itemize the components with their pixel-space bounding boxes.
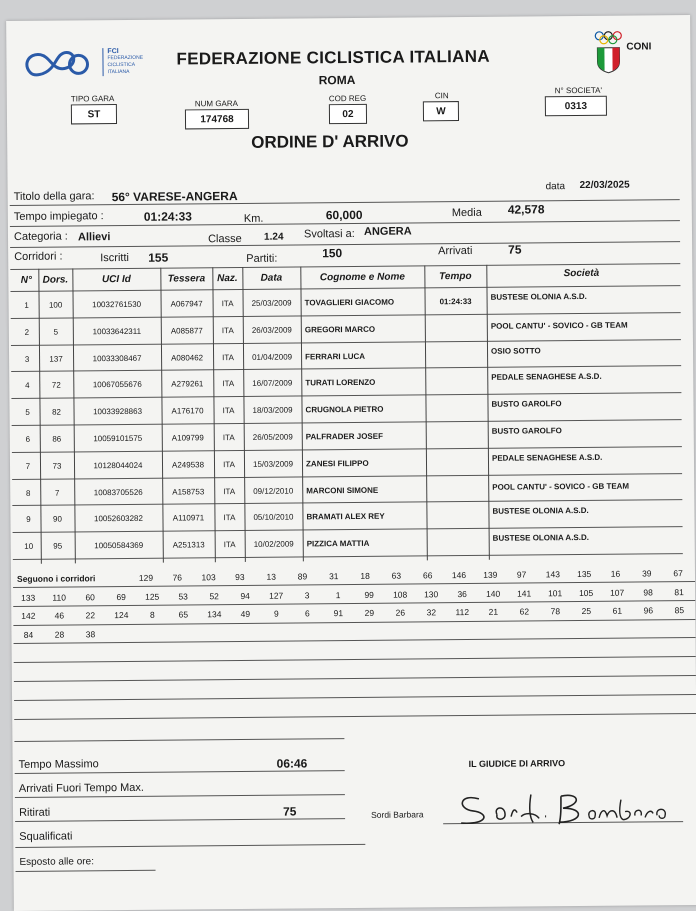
- row-divider: [12, 419, 682, 426]
- cell-tempo: [426, 484, 488, 485]
- seguono-number: 69: [116, 591, 126, 603]
- fci-line: CICLISTICA: [107, 61, 136, 69]
- fci-short: FCI: [107, 48, 119, 56]
- categoria-value: Allievi: [77, 231, 111, 244]
- data-value: 22/03/2025: [579, 179, 630, 192]
- cell-societa: BUSTESE OLONIA A.S.D.: [490, 291, 587, 302]
- cell-data: 15/03/2009: [252, 459, 294, 469]
- seguono-number: 130: [424, 589, 439, 600]
- seguono-number: 124: [114, 609, 129, 621]
- row-divider: [12, 500, 682, 507]
- seguono-number: 66: [422, 570, 433, 581]
- cell-societa: BUSTO GAROLFO: [491, 426, 562, 436]
- cell-tessera: A279261: [171, 379, 204, 389]
- seguono-number: 127: [269, 590, 284, 601]
- seguono-number: 3: [304, 590, 310, 601]
- seguono-number: 129: [138, 572, 154, 583]
- seguono-number: 26: [395, 607, 406, 618]
- cell-uci: 10083705526: [93, 487, 143, 497]
- partiti-label: Partiti:: [246, 252, 278, 265]
- seguono-number: 141: [517, 588, 532, 599]
- seguono-number: 110: [52, 592, 66, 603]
- seguono-number: 67: [673, 568, 683, 579]
- svoltasi-label: Svoltasi a:: [303, 227, 355, 241]
- seguono-number: 134: [207, 609, 222, 620]
- seguono-number: 140: [486, 588, 501, 599]
- federation-title: FEDERAZIONE CICLISTICA ITALIANA: [176, 46, 490, 69]
- seguono-number: 96: [643, 605, 654, 616]
- cell-pos: 5: [25, 407, 30, 418]
- cell-tempo: [425, 350, 487, 351]
- seguono-number: 61: [612, 605, 623, 616]
- cell-dors: 7: [54, 488, 60, 498]
- seguono-number: 32: [426, 607, 437, 618]
- cell-data: 25/03/2009: [251, 298, 292, 308]
- seguono-number: 60: [85, 592, 95, 603]
- cell-dors: 72: [51, 380, 61, 391]
- cell-uci: 10033308467: [92, 353, 142, 363]
- classe-label: Classe: [207, 232, 242, 246]
- cell-tessera: A110971: [172, 513, 205, 523]
- seguono-number: 125: [145, 591, 160, 602]
- seguono-number: 1: [335, 590, 341, 601]
- cell-naz: ITA: [223, 486, 236, 496]
- seguono-label: Seguono i corridori: [16, 573, 96, 584]
- seguono-number: 85: [674, 605, 685, 616]
- document-title: ORDINE D' ARRIVO: [251, 131, 409, 152]
- cell-pos: 7: [25, 461, 31, 471]
- cell-dors: 5: [53, 327, 59, 337]
- cell-uci: 10033928863: [93, 407, 143, 417]
- seguono-number: 8: [149, 609, 155, 620]
- cell-uci: 10067055676: [92, 380, 142, 390]
- cell-tessera: A158753: [172, 486, 205, 497]
- cell-nome: TOVAGLIERI GIACOMO: [304, 297, 395, 308]
- seguono-number: 97: [516, 569, 527, 580]
- cell-uci: 10059101575: [93, 433, 143, 444]
- tempo-label: Tempo impiegato :: [13, 210, 104, 223]
- seguono-number: 36: [457, 589, 467, 600]
- cell-tempo: [426, 431, 488, 432]
- row-divider: [11, 312, 681, 319]
- seguono-number: 81: [674, 587, 684, 598]
- cell-societa: BUSTO GAROLFO: [491, 399, 562, 409]
- seguono-number: 28: [54, 629, 65, 640]
- seguono-number: 52: [209, 591, 219, 602]
- fci-line: FEDERAZIONE: [107, 54, 144, 62]
- header-uci: UCI Id: [101, 273, 131, 286]
- cell-tempo: [425, 404, 487, 405]
- arrivati-value: 75: [508, 242, 522, 257]
- seguono-number: 13: [266, 571, 276, 582]
- seguono-number: 22: [85, 610, 96, 621]
- header-tempo: Tempo: [439, 270, 472, 283]
- esposto-label: Esposto alle ore:: [19, 856, 95, 868]
- arrivati-label: Arrivati: [438, 244, 473, 258]
- cell-data: 26/05/2009: [252, 432, 293, 442]
- num-gara-box: 174768: [185, 109, 249, 130]
- header-data: Data: [260, 272, 283, 284]
- cell-naz: ITA: [223, 513, 236, 523]
- cell-data: 09/12/2010: [253, 486, 294, 496]
- societa-box: 0313: [545, 96, 607, 117]
- seguono-number: 46: [54, 610, 65, 621]
- row-divider: [11, 392, 681, 399]
- cell-pos: 6: [25, 434, 31, 444]
- tipo-gara-label: TIPO GARA: [70, 94, 115, 104]
- km-label: Km.: [243, 212, 264, 225]
- num-gara-label: NUM GARA: [194, 98, 239, 109]
- seguono-number: 93: [235, 571, 245, 583]
- city: ROMA: [318, 72, 356, 88]
- header-tessera: Tessera: [167, 273, 206, 285]
- seguono-number: 65: [178, 609, 189, 620]
- seguono-number: 25: [581, 605, 592, 617]
- cell-tempo: 01:24:33: [439, 296, 472, 307]
- cell-naz: ITA: [222, 406, 235, 416]
- cell-tessera: A109799: [171, 433, 204, 443]
- cell-naz: ITA: [223, 459, 235, 469]
- km-value: 60,000: [325, 207, 363, 223]
- row-divider: [13, 526, 683, 533]
- cell-naz: ITA: [222, 433, 235, 443]
- cin-box: W: [423, 101, 459, 121]
- tempo-massimo-value: 06:46: [276, 756, 308, 771]
- row-divider: [12, 446, 682, 453]
- cell-tessera: A176170: [171, 406, 204, 416]
- cell-pos: 8: [25, 488, 31, 498]
- seguono-number: 94: [240, 590, 250, 601]
- seguono-number: 91: [333, 608, 344, 619]
- cell-nome: TURATI LORENZO: [305, 378, 376, 388]
- header-naz: Naz.: [217, 272, 238, 285]
- seguono-number: 98: [643, 587, 653, 598]
- fci-wordmark: [102, 48, 143, 76]
- classe-value: 1.24: [263, 231, 284, 243]
- cell-tempo: [426, 458, 488, 459]
- seguono-number: 53: [178, 591, 188, 602]
- row-divider: [11, 366, 681, 373]
- header-nome: Cognome e Nome: [319, 271, 405, 284]
- seguono-number: 16: [610, 568, 621, 579]
- cell-data: 18/03/2009: [252, 405, 293, 416]
- cod-reg-label: COD REG: [328, 93, 367, 104]
- cell-tempo: [425, 324, 487, 325]
- cell-nome: CRUGNOLA PIETRO: [305, 404, 384, 415]
- cell-societa: POOL CANTU' - SOVICO - GB TEAM: [490, 320, 628, 331]
- seguono-number: 133: [21, 592, 36, 603]
- cell-pos: 3: [24, 354, 30, 364]
- cell-nome: BRAMATI ALEX REY: [306, 512, 385, 522]
- tempo-value: 01:24:33: [143, 209, 192, 224]
- header-societa: Società: [563, 267, 600, 280]
- ritirati-label: Ritirati: [18, 806, 51, 819]
- seguono-number: 107: [610, 587, 625, 598]
- cell-nome: FERRARI LUCA: [305, 351, 366, 361]
- cell-uci: 10033642311: [92, 326, 142, 337]
- cell-data: 01/04/2009: [252, 352, 293, 362]
- cell-societa: BUSTESE OLONIA A.S.D.: [492, 506, 589, 517]
- cell-data: 16/07/2009: [252, 378, 293, 389]
- cell-pos: 1: [24, 300, 29, 310]
- seguono-number: 9: [273, 608, 279, 619]
- cell-tessera: A251313: [172, 540, 205, 550]
- cell-societa: OSIO SOTTO: [490, 345, 541, 356]
- cell-data: 05/10/2010: [253, 512, 294, 523]
- cell-nome: PALFRADER JOSEF: [305, 431, 384, 442]
- cell-tessera: A249538: [171, 460, 205, 470]
- cell-naz: ITA: [221, 325, 234, 335]
- fci-logo-icon: [20, 44, 100, 81]
- seguono-number: 63: [391, 570, 402, 581]
- cell-dors: 100: [48, 300, 63, 310]
- seguono-number: 21: [488, 606, 499, 617]
- seguono-number: 39: [641, 568, 652, 579]
- document-sheet: [6, 15, 696, 911]
- cell-pos: 9: [26, 515, 31, 525]
- seguono-number: 135: [577, 568, 592, 580]
- cell-tessera: A080462: [171, 352, 204, 363]
- cell-societa: POOL CANTU' - SOVICO - GB TEAM: [492, 481, 630, 492]
- coni-label: CONI: [626, 41, 652, 53]
- seguono-number: 76: [172, 572, 183, 583]
- cin-label: CIN: [434, 91, 449, 101]
- cell-tessera: A067947: [170, 299, 203, 309]
- cell-uci: 10128044024: [93, 460, 143, 471]
- cell-pos: 4: [25, 381, 30, 391]
- seguono-number: 101: [548, 588, 563, 599]
- seguono-number: 139: [483, 569, 498, 580]
- cell-naz: ITA: [223, 540, 236, 550]
- seguono-number: 31: [329, 571, 339, 582]
- header-pos: N°: [20, 274, 33, 286]
- data-label: data: [545, 181, 566, 193]
- tempo-massimo-label: Tempo Massimo: [18, 758, 99, 771]
- seguono-number: 49: [240, 608, 251, 619]
- seguono-number: 38: [85, 629, 96, 640]
- seguono-number: 103: [201, 572, 216, 583]
- cell-dors: 95: [53, 541, 63, 551]
- cell-dors: 73: [52, 461, 62, 471]
- row-divider: [13, 553, 683, 560]
- row-divider: [12, 473, 682, 480]
- cell-naz: ITA: [222, 352, 235, 362]
- iscritti-label: Iscritti: [100, 251, 129, 265]
- seguono-number: 89: [297, 571, 308, 582]
- corridori-label: Corridori :: [14, 250, 63, 263]
- societa-label: N° SOCIETA': [554, 85, 603, 96]
- tipo-gara-box: ST: [71, 104, 117, 124]
- seguono-number: 146: [451, 570, 467, 581]
- giudice-label: IL GIUDICE DI ARRIVO: [468, 758, 566, 769]
- coni-logo-icon: [592, 30, 626, 74]
- cell-data: 26/03/2009: [251, 325, 292, 335]
- cell-tessera: A085877: [170, 326, 203, 336]
- cell-dors: 86: [52, 434, 62, 444]
- media-label: Media: [451, 206, 482, 220]
- cell-tempo: [426, 511, 488, 512]
- giudice-name: Sordi Barbara: [371, 809, 424, 820]
- seguono-number: 142: [21, 610, 36, 621]
- seguono-number: 18: [360, 570, 370, 581]
- seguono-number: 62: [519, 606, 530, 617]
- fuori-tempo-label: Arrivati Fuori Tempo Max.: [18, 781, 144, 795]
- cell-pos: 10: [24, 541, 34, 552]
- svoltasi-value: ANGERA: [363, 225, 412, 238]
- categoria-label: Categoria :: [13, 230, 68, 243]
- seguono-number: 78: [550, 606, 561, 617]
- fci-line: ITALIANA: [107, 68, 130, 76]
- cod-reg-box: 02: [329, 104, 367, 124]
- partiti-value: 150: [322, 246, 343, 261]
- titolo-label: Titolo della gara:: [13, 190, 95, 203]
- cell-dors: 137: [49, 354, 63, 364]
- cell-nome: MARCONI SIMONE: [306, 485, 379, 495]
- iscritti-value: 155: [148, 250, 169, 265]
- cell-nome: ZANESI FILIPPO: [305, 458, 369, 469]
- seguono-number: 105: [579, 587, 594, 599]
- cell-uci: 10050584369: [94, 541, 144, 551]
- cell-tempo: [425, 377, 487, 378]
- cell-naz: ITA: [221, 299, 234, 309]
- cell-dors: 82: [52, 407, 62, 417]
- ritirati-value: 75: [282, 804, 297, 819]
- cell-data: 10/02/2009: [253, 539, 294, 550]
- header-dors: Dors.: [42, 274, 69, 286]
- titolo-value: 56° VARESE-ANGERA: [111, 188, 238, 205]
- seguono-number: 99: [364, 589, 374, 600]
- cell-nome: GREGORI MARCO: [304, 324, 376, 335]
- seguono-number: 6: [304, 608, 310, 619]
- signature: [449, 785, 679, 831]
- row-divider: [11, 339, 681, 346]
- media-value: 42,578: [507, 202, 545, 217]
- cell-uci: 10032761530: [92, 299, 142, 310]
- seguono-number: 143: [545, 569, 561, 580]
- cell-uci: 10052603282: [93, 514, 143, 524]
- cell-nome: PIZZICA MATTIA: [306, 539, 370, 549]
- seguono-number: 29: [364, 607, 375, 618]
- cell-tempo: [427, 538, 489, 539]
- cell-societa: BUSTESE OLONIA A.S.D.: [492, 533, 590, 543]
- cell-pos: 2: [24, 327, 30, 337]
- seguono-number: 84: [23, 629, 34, 640]
- squalificati-label: Squalificati: [19, 830, 73, 843]
- cell-societa: PEDALE SENAGHESE A.S.D.: [491, 372, 602, 383]
- seguono-number: 112: [455, 606, 470, 618]
- cell-dors: 90: [52, 514, 62, 525]
- seguono-number: 108: [393, 589, 408, 600]
- cell-societa: PEDALE SENAGHESE A.S.D.: [491, 452, 603, 463]
- cell-naz: ITA: [222, 379, 235, 389]
